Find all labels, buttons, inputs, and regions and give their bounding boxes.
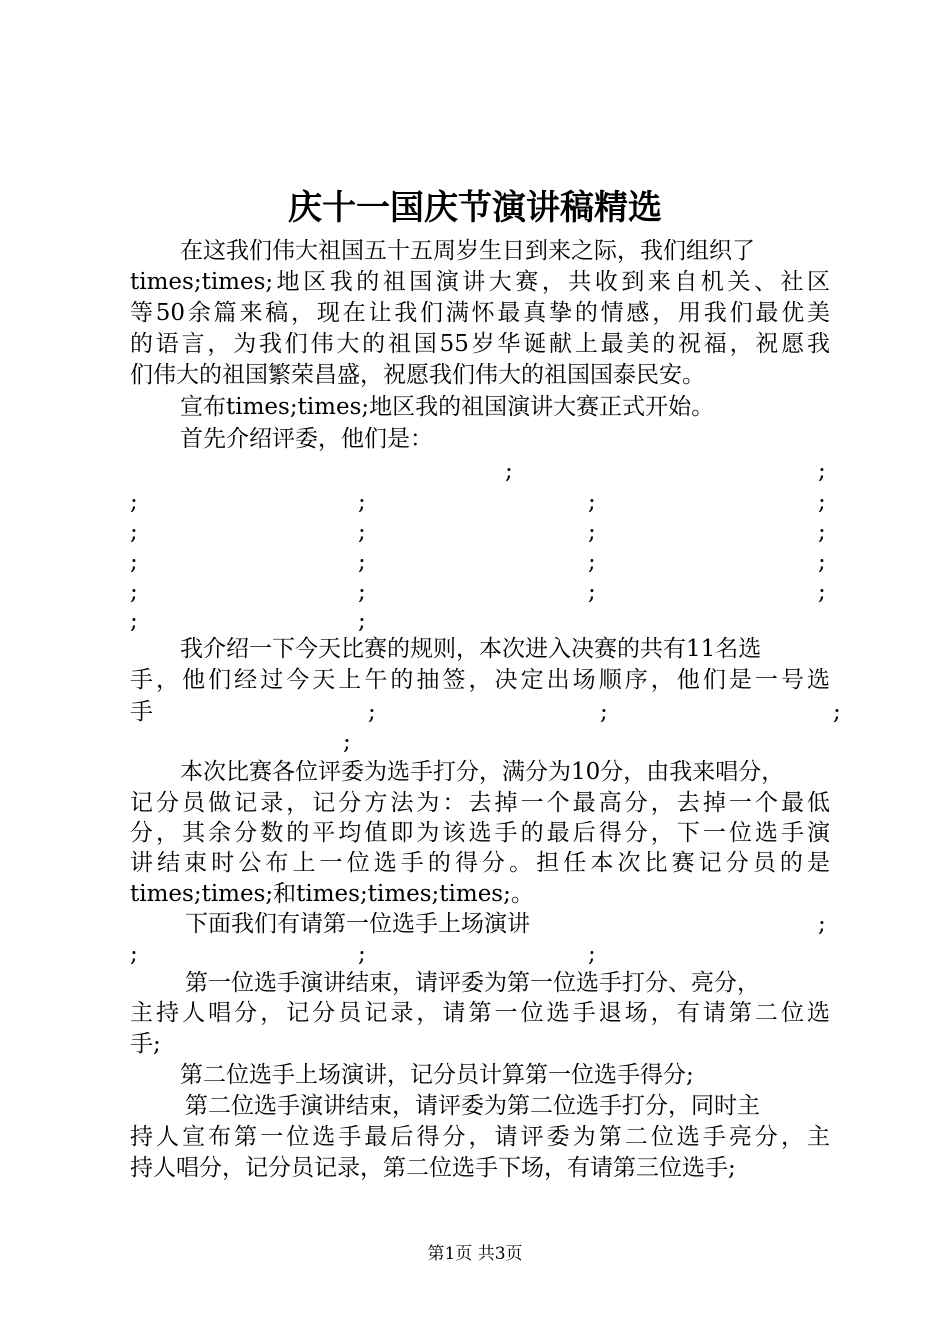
paragraph-line: 手 — [130, 699, 153, 725]
judge-placeholder-semicolon: ; — [818, 549, 826, 575]
judge-placeholder-semicolon: ; — [588, 519, 596, 545]
judge-placeholder-semicolon: ; — [818, 519, 826, 545]
judge-placeholder-semicolon: ; — [358, 608, 366, 634]
judge-placeholder-semicolon: ; — [588, 549, 596, 575]
contestant-placeholder-semicolon: ; — [358, 941, 366, 967]
judge-placeholder-semicolon: ; — [130, 489, 138, 515]
judge-placeholder-semicolon: ; — [130, 519, 138, 545]
judge-placeholder-semicolon: ; — [588, 579, 596, 605]
paragraph-line: times;times;地区我的祖国演讲大赛，共收到来自机关、社区 — [130, 269, 830, 295]
contestant-placeholder-semicolon: ; — [818, 911, 826, 937]
paragraph-line: 在这我们伟大祖国五十五周岁生日到来之际，我们组织了 — [180, 238, 755, 264]
judge-placeholder-semicolon: ; — [130, 549, 138, 575]
judge-placeholder-semicolon: ; — [358, 519, 366, 545]
contestant-placeholder-semicolon: ; — [368, 699, 376, 725]
paragraph-line: 等50余篇来稿，现在让我们满怀最真挚的情感，用我们最优美 — [130, 300, 830, 326]
contestant-placeholder-semicolon: ; — [588, 941, 596, 967]
contestant-placeholder-semicolon: ; — [833, 699, 841, 725]
judge-placeholder-semicolon: ; — [358, 579, 366, 605]
contestant-placeholder-semicolon: ; — [130, 941, 138, 967]
judge-placeholder-semicolon: ; — [505, 458, 513, 484]
contestant-placeholder-semicolon: ; — [343, 729, 351, 755]
paragraph-line: 主持人唱分，记分员记录，请第一位选手退场，有请第二位选 — [130, 1000, 830, 1026]
paragraph-line: 手; — [130, 1031, 161, 1057]
paragraph-line: 分，其余分数的平均值即为该选手的最后得分，下一位选手演 — [130, 820, 830, 846]
paragraph-line: 下面我们有请第一位选手上场演讲 — [185, 911, 530, 937]
contestant-placeholder-semicolon: ; — [600, 699, 608, 725]
judge-placeholder-semicolon: ; — [130, 579, 138, 605]
judge-placeholder-semicolon: ; — [358, 489, 366, 515]
paragraph-line: 我介绍一下今天比赛的规则，本次进入决赛的共有11名选 — [180, 636, 762, 662]
paragraph-line: 手，他们经过今天上午的抽签，决定出场顺序，他们是一号选 — [130, 667, 830, 693]
paragraph-line: 的语言，为我们伟大的祖国55岁华诞献上最美的祝福，祝愿我 — [130, 331, 830, 357]
paragraph-line: times;times;和times;times;times;。 — [130, 881, 534, 907]
paragraph-line: 持人宣布第一位选手最后得分，请评委为第二位选手亮分，主 — [130, 1124, 830, 1150]
paragraph-line: 第一位选手演讲结束，请评委为第一位选手打分、亮分， — [185, 970, 760, 996]
judge-placeholder-semicolon: ; — [358, 549, 366, 575]
page-number-footer: 第1页 共3页 — [427, 1244, 523, 1264]
judge-placeholder-semicolon: ; — [818, 579, 826, 605]
document-title: 庆十一国庆节演讲稿精选 — [288, 188, 662, 228]
judge-placeholder-semicolon: ; — [588, 489, 596, 515]
judge-placeholder-semicolon: ; — [818, 489, 826, 515]
paragraph-line: 记分员做记录，记分方法为：去掉一个最高分，去掉一个最低 — [130, 790, 830, 816]
paragraph-line: 本次比赛各位评委为选手打分，满分为10分，由我来唱分， — [180, 759, 785, 785]
paragraph-line: 持人唱分，记分员记录，第二位选手下场，有请第三位选手; — [130, 1155, 736, 1181]
paragraph-line: 宣布times;times;地区我的祖国演讲大赛正式开始。 — [180, 394, 715, 420]
paragraph-line: 们伟大的祖国繁荣昌盛，祝愿我们伟大的祖国国泰民安。 — [130, 362, 705, 388]
paragraph-line: 第二位选手演讲结束，请评委为第二位选手打分，同时主 — [185, 1093, 760, 1119]
paragraph-line: 讲结束时公布上一位选手的得分。担任本次比赛记分员的是 — [130, 850, 830, 876]
judge-placeholder-semicolon: ; — [130, 608, 138, 634]
paragraph-line: 第二位选手上场演讲，记分员计算第一位选手得分; — [180, 1062, 694, 1088]
judge-placeholder-semicolon: ; — [818, 458, 826, 484]
paragraph-line: 首先介绍评委，他们是： — [180, 426, 433, 452]
